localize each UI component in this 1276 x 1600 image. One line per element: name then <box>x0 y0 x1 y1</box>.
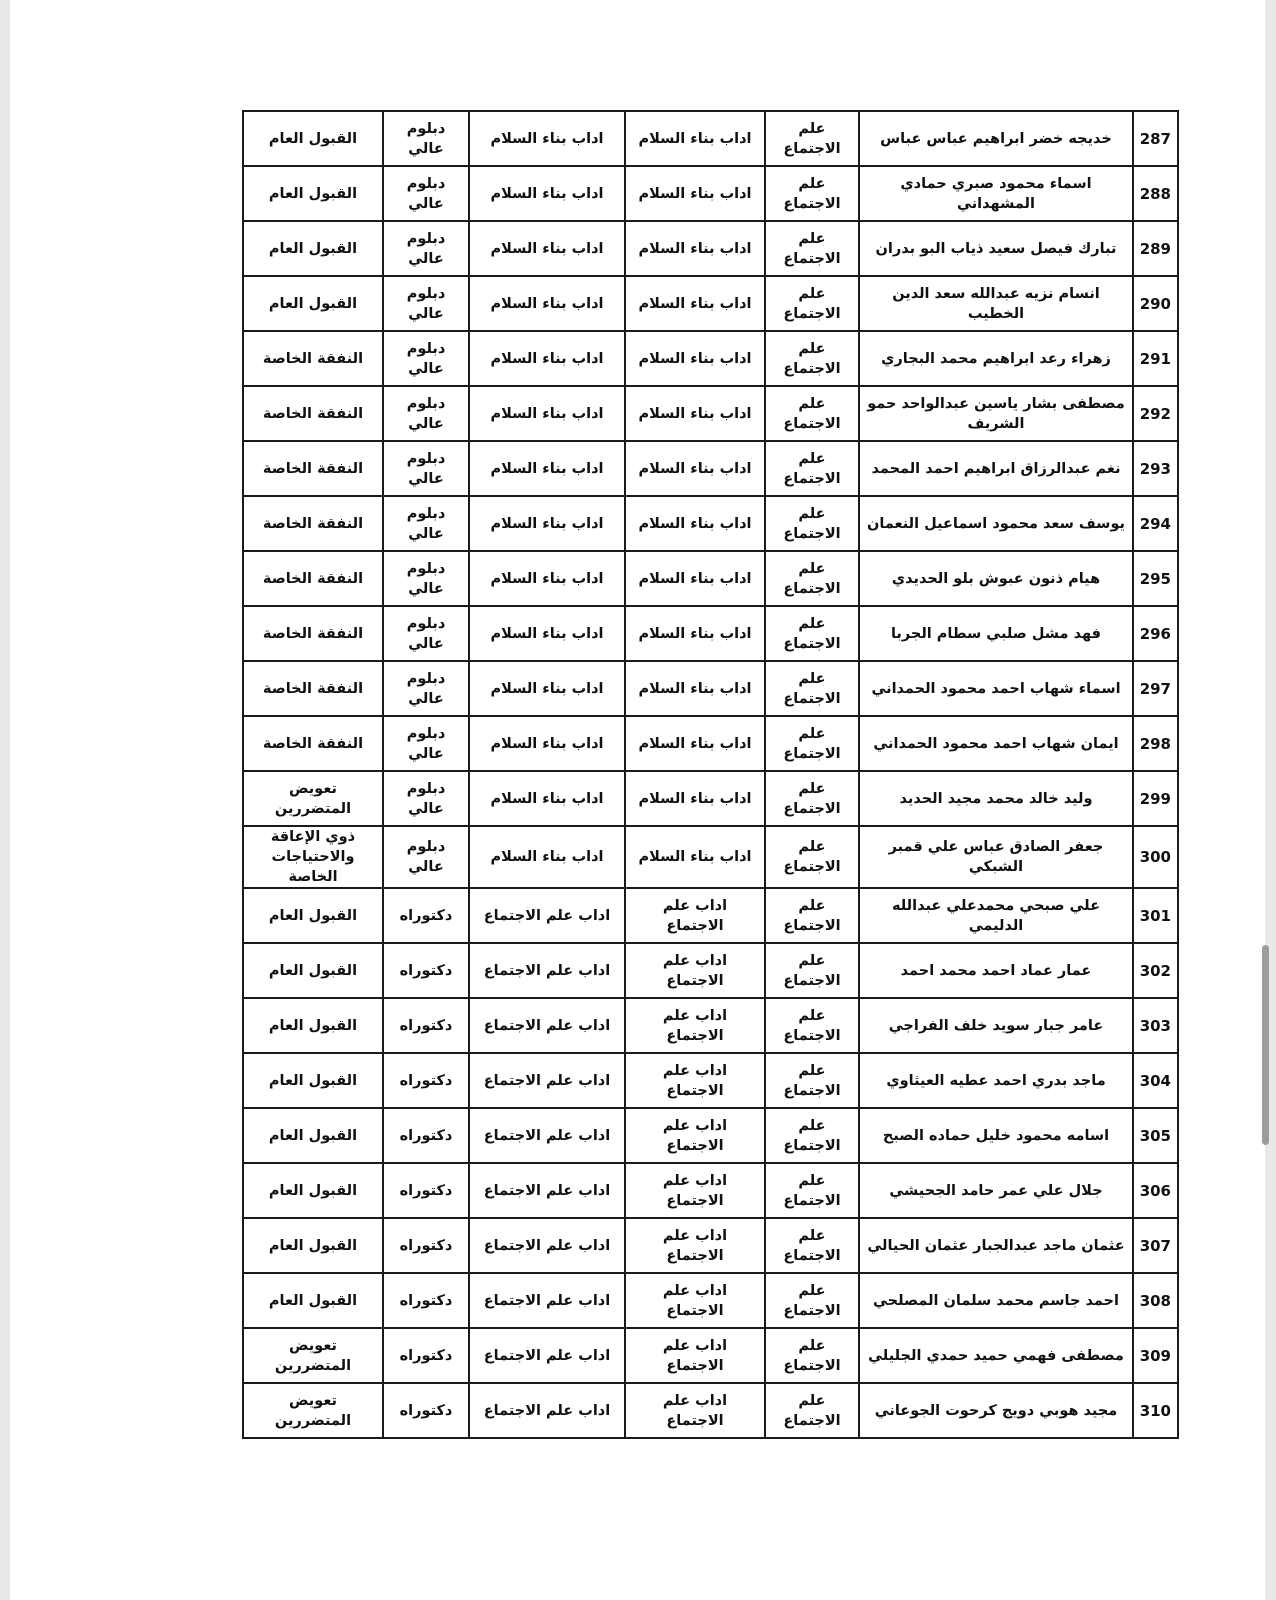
degree-cell: دبلوم عالي <box>383 496 469 551</box>
row-number-cell: 295 <box>1133 551 1178 606</box>
program-cell: اداب بناء السلام <box>469 386 625 441</box>
specialization-cell: اداب بناء السلام <box>625 111 765 166</box>
admission-channel-cell: النفقة الخاصة <box>243 331 383 386</box>
specialization-cell: اداب علم الاجتماع <box>625 1218 765 1273</box>
admission-channel-cell: النفقة الخاصة <box>243 551 383 606</box>
degree-cell: دكتوراه <box>383 1053 469 1108</box>
specialization-cell: اداب علم الاجتماع <box>625 1163 765 1218</box>
degree-cell: دكتوراه <box>383 888 469 943</box>
department-cell: علم الاجتماع <box>765 331 859 386</box>
scrollbar-thumb[interactable] <box>1262 945 1269 1145</box>
student-name-cell: احمد جاسم محمد سلمان المصلحي <box>859 1273 1133 1328</box>
admission-channel-cell: القبول العام <box>243 888 383 943</box>
admission-channel-cell: القبول العام <box>243 1108 383 1163</box>
table-row <box>243 1053 1178 1108</box>
program-cell: اداب بناء السلام <box>469 716 625 771</box>
department-cell: علم الاجتماع <box>765 661 859 716</box>
department-cell: علم الاجتماع <box>765 606 859 661</box>
student-name-cell: تبارك فيصل سعيد ذياب البو بدران <box>859 221 1133 276</box>
row-number-cell: 289 <box>1133 221 1178 276</box>
admission-channel-cell: القبول العام <box>243 1053 383 1108</box>
department-cell: علم الاجتماع <box>765 888 859 943</box>
student-name-cell: ماجد بدري احمد عطيه العيثاوي <box>859 1053 1133 1108</box>
department-cell: علم الاجتماع <box>765 1108 859 1163</box>
department-cell: علم الاجتماع <box>765 1273 859 1328</box>
table-row <box>243 1218 1178 1273</box>
program-cell: اداب بناء السلام <box>469 166 625 221</box>
document-page <box>10 0 1265 1600</box>
table-row <box>243 826 1178 888</box>
specialization-cell: اداب بناء السلام <box>625 716 765 771</box>
department-cell: علم الاجتماع <box>765 771 859 826</box>
admission-channel-cell: تعويض المتضررين <box>243 1383 383 1438</box>
degree-cell: دبلوم عالي <box>383 386 469 441</box>
degree-cell: دبلوم عالي <box>383 166 469 221</box>
department-cell: علم الاجتماع <box>765 943 859 998</box>
table-row <box>243 331 1178 386</box>
row-number-cell: 299 <box>1133 771 1178 826</box>
student-name-cell: جلال علي عمر حامد الجحيشي <box>859 1163 1133 1218</box>
admission-channel-cell: القبول العام <box>243 276 383 331</box>
specialization-cell: اداب علم الاجتماع <box>625 998 765 1053</box>
table-row <box>243 166 1178 221</box>
degree-cell: دكتوراه <box>383 1218 469 1273</box>
row-number-cell: 290 <box>1133 276 1178 331</box>
student-name-cell: اسامه محمود خليل حماده الصبح <box>859 1108 1133 1163</box>
admission-channel-cell: النفقة الخاصة <box>243 661 383 716</box>
row-number-cell: 300 <box>1133 826 1178 888</box>
table-row <box>243 496 1178 551</box>
student-name-cell: وليد خالد محمد مجيد الحديد <box>859 771 1133 826</box>
admission-channel-cell: تعويض المتضررين <box>243 771 383 826</box>
degree-cell: دبلوم عالي <box>383 331 469 386</box>
program-cell: اداب علم الاجتماع <box>469 1383 625 1438</box>
program-cell: اداب علم الاجتماع <box>469 943 625 998</box>
department-cell: علم الاجتماع <box>765 1163 859 1218</box>
admission-channel-cell: النفقة الخاصة <box>243 441 383 496</box>
program-cell: اداب علم الاجتماع <box>469 1108 625 1163</box>
department-cell: علم الاجتماع <box>765 276 859 331</box>
student-name-cell: عامر جبار سويد خلف الفراجي <box>859 998 1133 1053</box>
student-name-cell: مصطفى بشار ياسين عبدالواحد حمو الشريف <box>859 386 1133 441</box>
specialization-cell: اداب بناء السلام <box>625 496 765 551</box>
specialization-cell: اداب بناء السلام <box>625 826 765 888</box>
table-row <box>243 1383 1178 1438</box>
degree-cell: دكتوراه <box>383 1108 469 1163</box>
degree-cell: دكتوراه <box>383 943 469 998</box>
program-cell: اداب بناء السلام <box>469 551 625 606</box>
specialization-cell: اداب علم الاجتماع <box>625 1053 765 1108</box>
specialization-cell: اداب بناء السلام <box>625 276 765 331</box>
admission-channel-cell: النفقة الخاصة <box>243 386 383 441</box>
program-cell: اداب علم الاجتماع <box>469 1328 625 1383</box>
admission-channel-cell: القبول العام <box>243 221 383 276</box>
student-name-cell: فهد مشل صلبي سطام الجربا <box>859 606 1133 661</box>
department-cell: علم الاجتماع <box>765 496 859 551</box>
admissions-table <box>242 110 1179 1439</box>
table-row <box>243 111 1178 166</box>
student-name-cell: عثمان ماجد عبدالجبار عثمان الحيالي <box>859 1218 1133 1273</box>
table-row <box>243 771 1178 826</box>
department-cell: علم الاجتماع <box>765 716 859 771</box>
specialization-cell: اداب علم الاجتماع <box>625 1273 765 1328</box>
program-cell: اداب علم الاجتماع <box>469 1053 625 1108</box>
specialization-cell: اداب بناء السلام <box>625 441 765 496</box>
degree-cell: دكتوراه <box>383 1273 469 1328</box>
table-row <box>243 943 1178 998</box>
table-row <box>243 276 1178 331</box>
department-cell: علم الاجتماع <box>765 111 859 166</box>
table-row <box>243 1273 1178 1328</box>
admission-channel-cell: القبول العام <box>243 998 383 1053</box>
department-cell: علم الاجتماع <box>765 998 859 1053</box>
table-row <box>243 606 1178 661</box>
department-cell: علم الاجتماع <box>765 166 859 221</box>
admission-channel-cell: القبول العام <box>243 1218 383 1273</box>
row-number-cell: 304 <box>1133 1053 1178 1108</box>
row-number-cell: 296 <box>1133 606 1178 661</box>
degree-cell: دكتوراه <box>383 1328 469 1383</box>
specialization-cell: اداب بناء السلام <box>625 606 765 661</box>
department-cell: علم الاجتماع <box>765 1328 859 1383</box>
degree-cell: دبلوم عالي <box>383 441 469 496</box>
student-name-cell: مصطفى فهمي حميد حمدي الجليلي <box>859 1328 1133 1383</box>
admission-channel-cell: تعويض المتضررين <box>243 1328 383 1383</box>
department-cell: علم الاجتماع <box>765 221 859 276</box>
specialization-cell: اداب علم الاجتماع <box>625 1328 765 1383</box>
admission-channel-cell: القبول العام <box>243 1163 383 1218</box>
table-row <box>243 441 1178 496</box>
table-row <box>243 1163 1178 1218</box>
table-row <box>243 716 1178 771</box>
degree-cell: دبلوم عالي <box>383 551 469 606</box>
program-cell: اداب علم الاجتماع <box>469 1273 625 1328</box>
student-name-cell: اسماء شهاب احمد محمود الحمداني <box>859 661 1133 716</box>
admission-channel-cell: ذوي الإعاقة والاحتياجات الخاصة <box>243 826 383 888</box>
row-number-cell: 303 <box>1133 998 1178 1053</box>
program-cell: اداب بناء السلام <box>469 661 625 716</box>
student-name-cell: زهراء رعد ابراهيم محمد البجاري <box>859 331 1133 386</box>
specialization-cell: اداب علم الاجتماع <box>625 1383 765 1438</box>
program-cell: اداب علم الاجتماع <box>469 998 625 1053</box>
student-name-cell: انسام نزيه عبدالله سعد الدين الخطيب <box>859 276 1133 331</box>
student-name-cell: نغم عبدالرزاق ابراهيم احمد المحمد <box>859 441 1133 496</box>
admissions-table-body <box>243 111 1178 1438</box>
row-number-cell: 291 <box>1133 331 1178 386</box>
table-row <box>243 1108 1178 1163</box>
department-cell: علم الاجتماع <box>765 441 859 496</box>
department-cell: علم الاجتماع <box>765 826 859 888</box>
program-cell: اداب بناء السلام <box>469 771 625 826</box>
degree-cell: دبلوم عالي <box>383 276 469 331</box>
student-name-cell: خديجه خضر ابراهيم عباس عباس <box>859 111 1133 166</box>
table-row <box>243 386 1178 441</box>
specialization-cell: اداب علم الاجتماع <box>625 888 765 943</box>
admission-channel-cell: النفقة الخاصة <box>243 496 383 551</box>
row-number-cell: 305 <box>1133 1108 1178 1163</box>
specialization-cell: اداب علم الاجتماع <box>625 1108 765 1163</box>
student-name-cell: عمار عماد احمد محمد احمد <box>859 943 1133 998</box>
admission-channel-cell: النفقة الخاصة <box>243 716 383 771</box>
specialization-cell: اداب بناء السلام <box>625 386 765 441</box>
table-row <box>243 661 1178 716</box>
degree-cell: دبلوم عالي <box>383 716 469 771</box>
row-number-cell: 309 <box>1133 1328 1178 1383</box>
admission-channel-cell: النفقة الخاصة <box>243 606 383 661</box>
degree-cell: دكتوراه <box>383 998 469 1053</box>
row-number-cell: 287 <box>1133 111 1178 166</box>
program-cell: اداب بناء السلام <box>469 606 625 661</box>
program-cell: اداب بناء السلام <box>469 111 625 166</box>
department-cell: علم الاجتماع <box>765 1053 859 1108</box>
specialization-cell: اداب بناء السلام <box>625 221 765 276</box>
program-cell: اداب علم الاجتماع <box>469 1163 625 1218</box>
degree-cell: دبلوم عالي <box>383 771 469 826</box>
department-cell: علم الاجتماع <box>765 1218 859 1273</box>
table-row <box>243 998 1178 1053</box>
row-number-cell: 310 <box>1133 1383 1178 1438</box>
admission-channel-cell: القبول العام <box>243 1273 383 1328</box>
admission-channel-cell: القبول العام <box>243 943 383 998</box>
row-number-cell: 292 <box>1133 386 1178 441</box>
row-number-cell: 294 <box>1133 496 1178 551</box>
degree-cell: دبلوم عالي <box>383 661 469 716</box>
specialization-cell: اداب بناء السلام <box>625 771 765 826</box>
specialization-cell: اداب بناء السلام <box>625 551 765 606</box>
specialization-cell: اداب بناء السلام <box>625 661 765 716</box>
student-name-cell: جعفر الصادق عباس علي قمبر الشبكي <box>859 826 1133 888</box>
admission-channel-cell: القبول العام <box>243 166 383 221</box>
program-cell: اداب بناء السلام <box>469 826 625 888</box>
program-cell: اداب بناء السلام <box>469 441 625 496</box>
row-number-cell: 308 <box>1133 1273 1178 1328</box>
degree-cell: دبلوم عالي <box>383 606 469 661</box>
student-name-cell: ايمان شهاب احمد محمود الحمداني <box>859 716 1133 771</box>
degree-cell: دكتوراه <box>383 1163 469 1218</box>
specialization-cell: اداب بناء السلام <box>625 331 765 386</box>
degree-cell: دبلوم عالي <box>383 111 469 166</box>
row-number-cell: 297 <box>1133 661 1178 716</box>
table-row <box>243 221 1178 276</box>
program-cell: اداب بناء السلام <box>469 276 625 331</box>
degree-cell: دبلوم عالي <box>383 826 469 888</box>
student-name-cell: يوسف سعد محمود اسماعيل النعمان <box>859 496 1133 551</box>
row-number-cell: 302 <box>1133 943 1178 998</box>
student-name-cell: مجيد هوبي دويج كرحوت الجوعاني <box>859 1383 1133 1438</box>
department-cell: علم الاجتماع <box>765 386 859 441</box>
program-cell: اداب بناء السلام <box>469 221 625 276</box>
table-row <box>243 551 1178 606</box>
degree-cell: دكتوراه <box>383 1383 469 1438</box>
student-name-cell: علي صبحي محمدعلي عبدالله الدليمي <box>859 888 1133 943</box>
degree-cell: دبلوم عالي <box>383 221 469 276</box>
row-number-cell: 288 <box>1133 166 1178 221</box>
admission-channel-cell: القبول العام <box>243 111 383 166</box>
row-number-cell: 307 <box>1133 1218 1178 1273</box>
program-cell: اداب علم الاجتماع <box>469 1218 625 1273</box>
department-cell: علم الاجتماع <box>765 1383 859 1438</box>
program-cell: اداب بناء السلام <box>469 496 625 551</box>
row-number-cell: 293 <box>1133 441 1178 496</box>
specialization-cell: اداب علم الاجتماع <box>625 943 765 998</box>
row-number-cell: 298 <box>1133 716 1178 771</box>
student-name-cell: اسماء محمود صبري حمادي المشهداني <box>859 166 1133 221</box>
table-row <box>243 888 1178 943</box>
student-name-cell: هيام ذنون عبوش بلو الحديدي <box>859 551 1133 606</box>
program-cell: اداب بناء السلام <box>469 331 625 386</box>
department-cell: علم الاجتماع <box>765 551 859 606</box>
row-number-cell: 306 <box>1133 1163 1178 1218</box>
specialization-cell: اداب بناء السلام <box>625 166 765 221</box>
program-cell: اداب علم الاجتماع <box>469 888 625 943</box>
table-row <box>243 1328 1178 1383</box>
row-number-cell: 301 <box>1133 888 1178 943</box>
